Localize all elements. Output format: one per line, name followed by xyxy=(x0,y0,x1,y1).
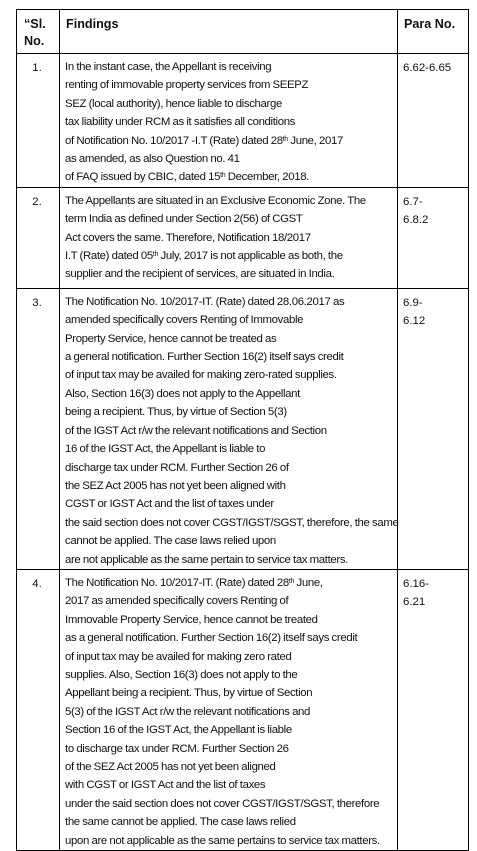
findings-table xyxy=(16,9,469,851)
findings-text: In the instant case, the Appellant is receiving renting of immovable property services from SEEPZ SEZ (local authority), hence liable to discharge tax liability under RCM as it satisfies all conditions of Notification No. 10/2017 -I.T (Rate) dated 28th June, 2017 as amended, as also Question no. 41 of FAQ issued by CBIC, dated 15th December, 2018. xyxy=(65,61,343,184)
table-row xyxy=(17,54,469,188)
findings-text: The Notification No. 10/2017-IT. (Rate) dated 28.06.2017 as amended specifically covers Renting of Immovable Property Service, hence cannot be treated as a general notification. Further Section 16(2) itself says credit of input tax may be availed for making zero-rated supplies. Also, Section 16(3) does not apply to the Appellant being a recipient. Thus, by virtue of Section 5(3) of the IGST Act r/w the relevant notifications and Section 16 of the IGST Act, the Appellant is liable to discharge tax under RCM. Further Section 26 of the SEZ Act 2005 has not yet been aligned with CGST or IGST Act and the list of taxes under the said section does not cover CGST/IGST/SGST, therefore, the same cannot be applied. The case laws relied upon are not applicable as the same pertain to service tax matters. xyxy=(65,295,399,566)
cell-para-no: 6.9- 6.12 xyxy=(398,288,469,569)
cell-findings xyxy=(60,187,398,288)
cell-sl-no: 2. xyxy=(17,187,60,288)
header-para-no: Para No. xyxy=(398,10,469,54)
cell-para-no: 6.16- 6.21 xyxy=(398,569,469,850)
cell-findings xyxy=(60,288,398,569)
cell-sl-no: 3. xyxy=(17,288,60,569)
cell-para-no: 6.62-6.65 xyxy=(398,54,469,188)
cell-sl-no: 1. xyxy=(17,54,60,188)
cell-sl-no: 4. xyxy=(17,569,60,850)
findings-text: The Notification No. 10/2017-IT. (Rate) dated 28th June, 2017 as amended specifically covers Renting of Immovable Property Service, hence cannot be treated as a general notification. Further Section 16(2) itself says credit of input tax may be availed for making zero rated supplies. Also, Section 16(3) does not apply to the Appellant being a recipient. Thus, by virtue of Section 5(3) of the IGST Act r/w the relevant notifications and Section 16 of the IGST Act, the Appellant is liable to discharge tax under RCM. Further Section 26 of the SEZ Act 2005 has not yet been aligned with CGST or IGST Act and the list of taxes under the said section does not cover CGST/IGST/SGST, therefore the same cannot be applied. The case laws relied upon are not applicable as the same pertains to service tax matters. xyxy=(65,576,380,847)
header-findings: Findings xyxy=(60,10,398,54)
table-row xyxy=(17,569,469,850)
cell-findings xyxy=(60,569,398,850)
cell-para-no: 6.7- 6.8.2 xyxy=(398,187,469,288)
table-row xyxy=(17,187,469,288)
findings-text: The Appellants are situated in an Exclusive Economic Zone. The term India as defined under Section 2(56) of CGST Act covers the same. Therefore, Notification 18/2017 I.T (Rate) dated 05th July, 2017 is not applicable as both, the supplier and the recipient of services, are situated in India. xyxy=(65,194,366,281)
cell-findings xyxy=(60,54,398,188)
header-sl-no: “Sl. No. xyxy=(17,10,60,54)
table-header-row xyxy=(17,10,469,54)
table-row xyxy=(17,288,469,569)
